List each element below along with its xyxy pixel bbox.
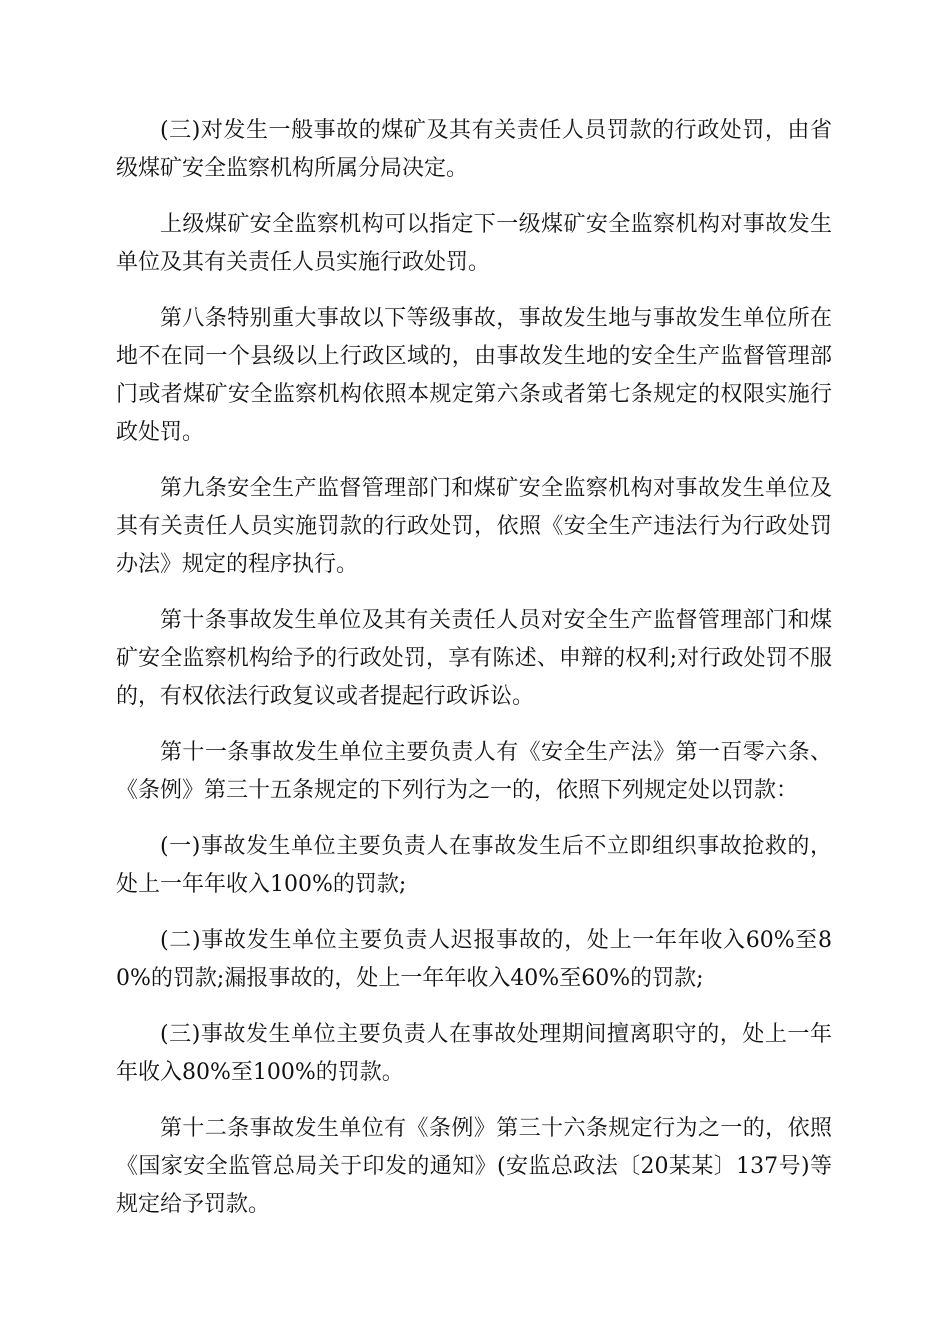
- paragraph-article-8: 第八条特别重大事故以下等级事故，事故发生地与事故发生单位所在地不在同一个县级以上行政区域的，由事故发生地的安全生产监督管理部门或者煤矿安全监察机构依照本规定第六条或者第七条规定的权限实施行政处罚。: [116, 306, 832, 445]
- paragraph-designation: 上级煤矿安全监察机构可以指定下一级煤矿安全监察机构对事故发生单位及其有关责任人员实施行政处罚。: [116, 212, 832, 275]
- paragraph-article-11: 第十一条事故发生单位主要负责人有《安全生产法》第一百零六条、《条例》第三十五条规定的下列行为之一的，依照下列规定处以罚款：: [116, 740, 832, 803]
- paragraph-clause-3-coal-mine: (三)对发生一般事故的煤矿及其有关责任人员罚款的行政处罚，由省级煤矿安全监察机构所属分局决定。: [116, 118, 832, 181]
- paragraph-article-10: 第十条事故发生单位及其有关责任人员对安全生产监督管理部门和煤矿安全监察机构给予的行政处罚，享有陈述、申辩的权利;对行政处罚不服的，有权依法行政复议或者提起行政诉讼。: [116, 608, 832, 709]
- paragraph-article-12: 第十二条事故发生单位有《条例》第三十六条规定行为之一的，依照《国家安全监管总局关于印发的通知》(安监总政法〔20某某〕137号)等规定给予罚款。: [116, 1116, 832, 1217]
- paragraph-article-11-item-2: (二)事故发生单位主要负责人迟报事故的，处上一年年收入60%至80%的罚款;漏报事故的，处上一年年收入40%至60%的罚款;: [116, 928, 832, 991]
- document-body: [116, 112, 832, 1242]
- paragraph-article-11-item-1: (一)事故发生单位主要负责人在事故发生后不立即组织事故抢救的，处上一年年收入100%的罚款;: [116, 834, 832, 897]
- paragraph-article-9: 第九条安全生产监督管理部门和煤矿安全监察机构对事故发生单位及其有关责任人员实施罚款的行政处罚，依照《安全生产违法行为行政处罚办法》规定的程序执行。: [116, 476, 832, 577]
- paragraph-article-11-item-3: (三)事故发生单位主要负责人在事故处理期间擅离职守的，处上一年年收入80%至100%的罚款。: [116, 1022, 832, 1085]
